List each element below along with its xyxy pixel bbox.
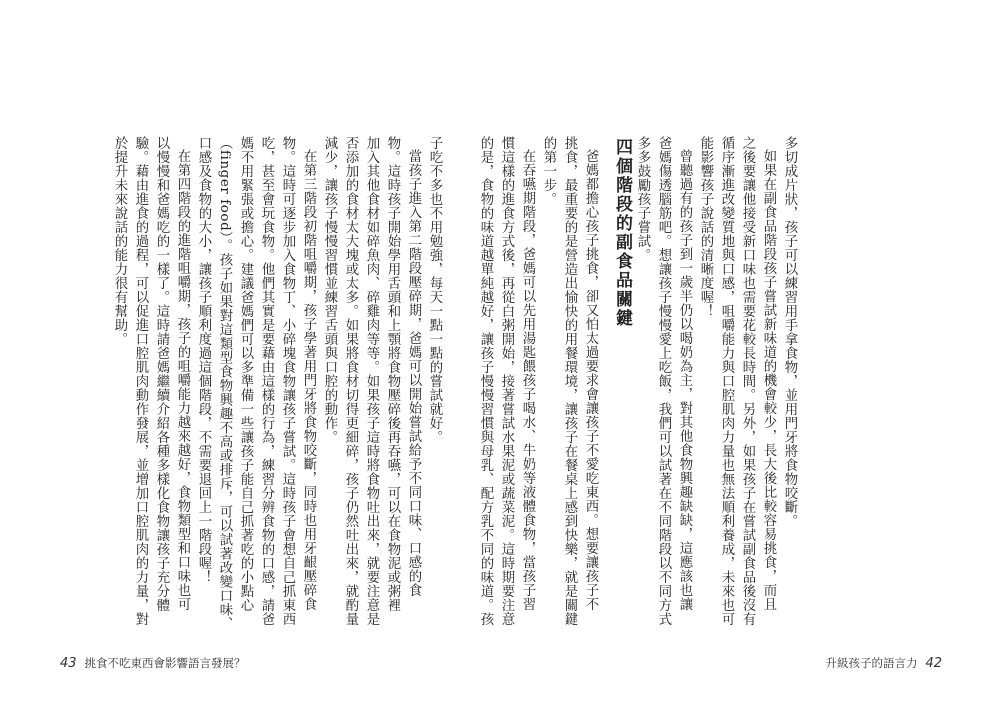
paragraph: 子吃不多也不用勉強，每天一點一點的嘗試就好。 (427, 136, 442, 444)
right-page-footer (825, 655, 942, 671)
paragraph: 在吞嚥期階段，爸媽可以先用湯匙餵孩子喝水、牛奶等液體食物，當孩子習 (520, 149, 535, 612)
paragraph: 在第三階段初階咀嚼期，孩子學著用門牙將食物咬斷，同時也用牙齦壓碎食 (301, 149, 316, 612)
paragraph-line: 物。這時可逐步加入食物丁、小碎塊食物讓孩子嘗試。這時孩子會想自己抓東西 (280, 136, 295, 626)
paragraph-line: 慣這樣的進食方式後，再從白粥開始，接著嘗試水果泥或蔬菜泥。這時期要注意 (499, 136, 514, 626)
paragraph: 當孩子進入第二階段壓碎期，爸媽可以開始嘗試給予不同口味、口感的食 (406, 149, 421, 598)
paragraph-line: （finger food）。孩子如果對這類型食物興趣不高或排斥，可以試著改變口味、 (217, 136, 232, 631)
right-page-text (478, 136, 800, 626)
paragraph-line: 爸媽傷透腦筋吧。想讓孩子慢慢愛上吃飯，我們可以試著在不同階段以不同方式 (656, 136, 671, 626)
paragraph-line: 媽不用緊張或擔心。建議爸媽們可以多準備一些讓孩子能自己抓著吃的小點心 (238, 136, 253, 612)
paragraph-line: 否添加的食材太大塊或太多。如果將食材切得更細碎，孩子仍然吐出來，就酌量 (343, 136, 358, 626)
paragraph-line: 加入其他食材如碎魚肉、碎雞肉等等。如果孩子這時將食物吐出來，就要注意是 (364, 136, 379, 626)
paragraph-line: 的第一步。 (541, 136, 556, 206)
right-page (478, 0, 1000, 709)
left-page-text (60, 136, 445, 631)
paragraph-line: 吃，甚至會玩食物。他們其實是要藉由這樣的行為，練習分辨食物的口感，請爸 (259, 136, 274, 626)
paragraph-line: 口感及食物的大小，讓孩子順利度過這個階段，不需要退回上一階段喔！ (196, 136, 211, 584)
paragraph-line: 能影響孩子說話的清晰度喔！ (698, 136, 713, 318)
running-title: 升級孩子的語言力 (825, 656, 918, 670)
paragraph: 曾聽過有的孩子到一歲半仍以喝奶為主，對其他食物興趣缺缺，這應該也讓 (677, 149, 692, 612)
paragraph-line: 多多鼓勵孩子嘗試。 (635, 136, 650, 262)
paragraph-line: 減少，讓孩子慢慢習慣並練習舌頭與口腔的動作。 (322, 136, 337, 444)
paragraph: 在第四階段的進階咀嚼期，孩子的咀嚼能力越來越好，食物類型和口味也可 (175, 149, 190, 612)
section-heading: 四個階段的副食品關鍵 (612, 138, 632, 328)
left-page-footer (60, 655, 246, 671)
paragraph-line: 之後要讓他接受新口味也需要花較長時間。另外，如果孩子在嘗試副食品後沒有 (740, 136, 755, 626)
running-title: 挑食不吃東西會影響語言發展？ (84, 656, 246, 670)
paragraph-line: 物。這時孩子開始學用舌頭和上顎將食物壓碎後再吞嚥，可以在食物泥或粥裡 (385, 136, 400, 612)
paragraph-line: 於提升未來說話的能力很有幫助。 (112, 136, 127, 346)
paragraph: 如果在副食品階段孩子嘗試新味道的機會較少，長大後比較容易挑食，而且 (761, 149, 776, 612)
page-number: 42 (925, 655, 942, 671)
paragraph: 爸媽都擔心孩子挑食，卻又怕太過要求會讓孩子不愛吃東西。想要讓孩子不 (583, 149, 598, 612)
paragraph-line: 的是，食物的味道越單純越好，讓孩子慢慢習慣與母乳、配方乳不同的味道。孩 (478, 136, 493, 626)
paragraph-line: 驗。藉由進食的過程，可以促進口腔肌肉動作發展，並增加口腔肌肉的力量，對 (133, 136, 148, 626)
page-number: 43 (60, 655, 77, 671)
paragraph-line: 循序漸進改變質地與口感，咀嚼能力與口腔肌肉力量也無法順利養成，未來也可 (719, 136, 734, 626)
paragraph: 多切成片狀，孩子可以練習用手拿食物，並用門牙將食物咬斷。 (782, 136, 797, 528)
paragraph-line: 以慢慢和爸媽吃的一樣了。這時請爸媽繼續介紹各種多樣化食物讓孩子充分體 (154, 136, 169, 612)
paragraph-line: 挑食，最重要的是營造出愉快的用餐環境，讓孩子在餐桌上感到快樂，就是關鍵 (562, 136, 577, 626)
